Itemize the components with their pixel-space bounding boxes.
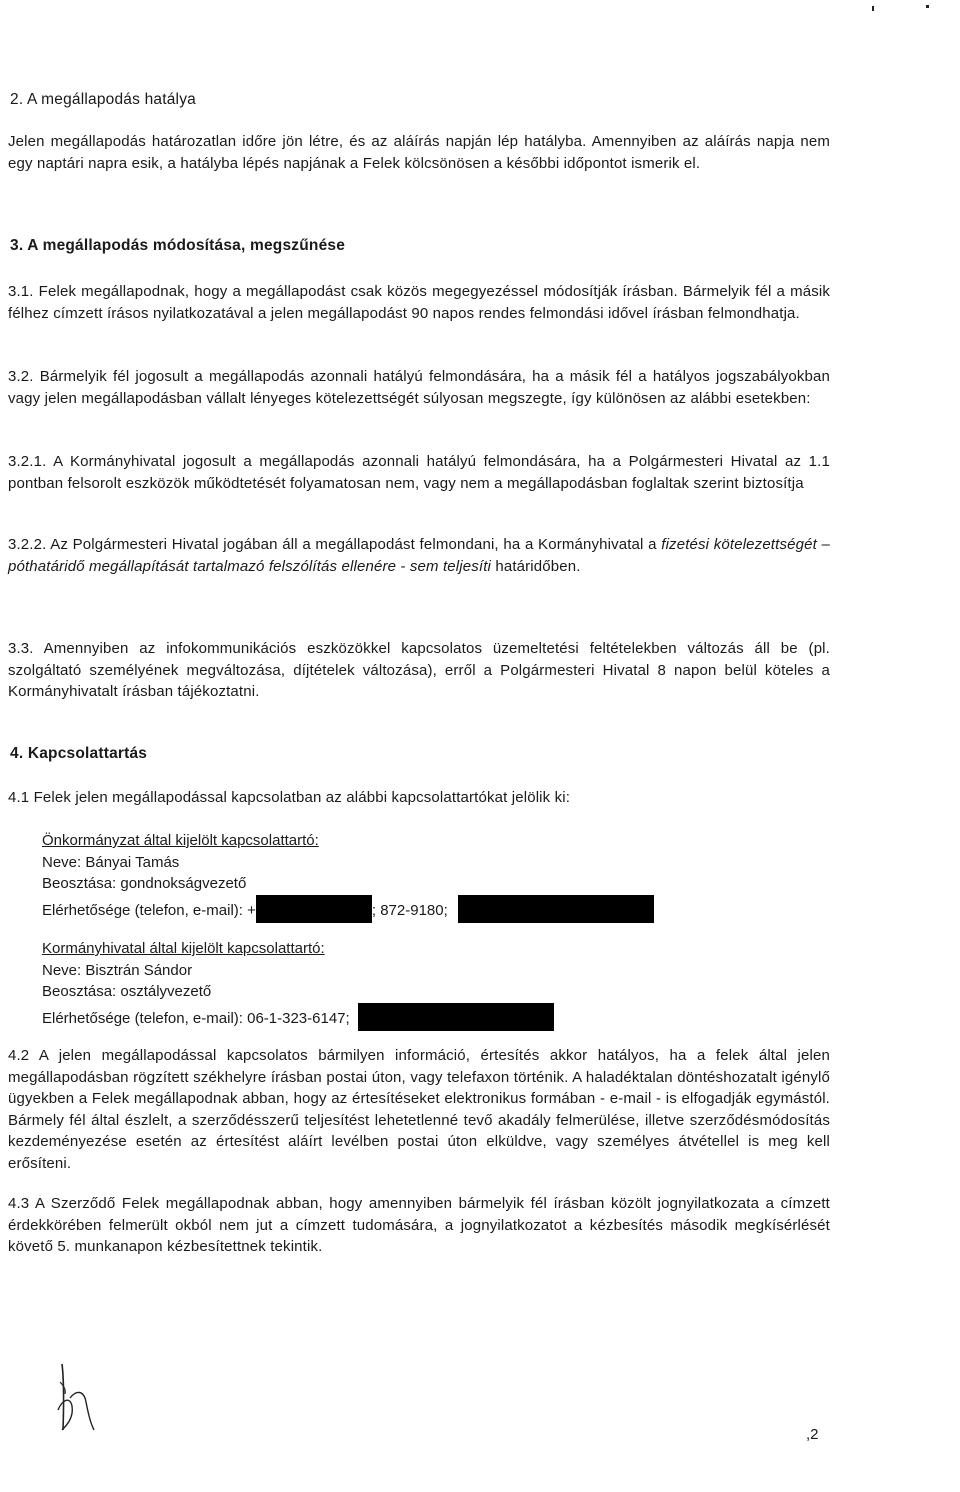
redaction-bar: [358, 1003, 554, 1031]
contact-reach-mid: ; 872-9180;: [371, 901, 448, 919]
contact-block-municipality: [42, 830, 654, 919]
scan-mark: [872, 6, 874, 11]
page-number: ,2: [806, 1426, 819, 1443]
contact-position: Beosztása: gondnokságvezető: [42, 875, 247, 892]
section-4-title: 4. Kapcsolattartás: [10, 745, 148, 762]
redaction-bar: [256, 895, 372, 923]
section-2-title: 2. A megállapodás hatálya: [10, 91, 196, 108]
paragraph-4-3: 4.3 A Szerződő Felek megállapodnak abban, hogy amennyiben bármelyik fél írásban közölt jognyilatkozata a címzett érdekkörében felmerült okból nem jut a címzett tudomására, a jognyilatkozatot a kézbesítés második megkísérlését követő 5. munkanapon kézbesítettnek tekintik.: [8, 1195, 830, 1255]
section-3-title: 3. A megállapodás módosítása, megszűnése: [10, 237, 346, 254]
handwritten-initials: [52, 1360, 112, 1440]
section-2-body: Jelen megállapodás határozatlan időre jön létre, és az aláírás napján lép hatályba. Amennyiben az aláírás napja nem egy naptári napra esik, a hatályba lépés napjának a Felek kölcsönösen a későbbi időpontot ismerik el.: [8, 133, 830, 172]
paragraph-4-1: 4.1 Felek jelen megállapodással kapcsolatban az alábbi kapcsolattartókat jelölik ki:: [8, 789, 571, 806]
paragraph-3-2-2-italic: fizetési kötelezettségét – póthatáridő megállapítását tartalmazó felszólítás ellenére - sem teljesíti: [8, 536, 830, 575]
paragraph-3-2-2-end: határidőben.: [495, 557, 581, 575]
contact-reach: [42, 1003, 554, 1025]
redaction-bar: [458, 895, 654, 923]
paragraph-3-2: 3.2. Bármelyik fél jogosult a megállapodás azonnali hatályú felmondására, ha a másik fél a hatályos jogszabályokban vagy jelen megállapodásban vállalt lényeges kötelezettségét súlyosan megszegte, így különösen az alábbi esetekben:: [8, 368, 830, 407]
contact-reach-prefix: Elérhetősége (telefon, e-mail): 06-1-323-6147;: [42, 1009, 350, 1027]
paragraph-3-2-2-start: 3.2.2. Az Polgármesteri Hivatal jogában áll a megállapodást felmondani, ha a Kormányhivatal a: [8, 536, 657, 553]
contact-reach-prefix: Elérhetősége (telefon, e-mail): +: [42, 901, 256, 919]
paragraph-3-2-2: [8, 534, 830, 577]
contact-name: Neve: Bisztrán Sándor: [42, 961, 193, 979]
contact-block-government-office: [42, 938, 554, 1027]
contact-reach: [42, 895, 654, 917]
paragraph-3-2-1: 3.2.1. A Kormányhivatal jogosult a megállapodás azonnali hatályú felmondására, ha a Polgármesteri Hivatal az 1.1 pontban felsorolt eszközök működtetését folyamatosan nem, vagy nem a megállapodásban foglaltak szerint biztosítja: [8, 453, 830, 492]
contact-heading: Önkormányzat által kijelölt kapcsolattartó:: [42, 832, 319, 849]
contact-heading: Kormányhivatal által kijelölt kapcsolattartó:: [42, 940, 325, 957]
paragraph-3-3: 3.3. Amennyiben az infokommunikációs eszközökkel kapcsolatos üzemeltetési feltételekben változás áll be (pl. szolgáltató személyének megváltozása, díjtételek változása), erről a Polgármesteri Hivatal 8 napon belül köteles a Kormányhivatalt írásban tájékoztatni.: [8, 640, 830, 700]
contact-name: Neve: Bányai Tamás: [42, 853, 180, 871]
scan-mark: [926, 5, 929, 8]
paragraph-4-2: 4.2 A jelen megállapodással kapcsolatos bármilyen információ, értesítés akkor hatályos, ha a felek által jelen megállapodásban rögzített székhelyre írásban postai úton, vagy telefaxon történik. A haladéktalan döntéshozatalt igénylő ügyekben a Felek megállapodnak abban, hogy az értesítéseket elektronikus formában - e-mail - is elfogadják egymástól. Bármely fél által észlelt, a szerződésszerű teljesítést lehetetlenné tevő akadály felmerülése, illetve szerződésmódosítás kezdeményezése esetén az értesítést aláírt levélben postai úton elküldve, vagy személyes átvétellel is meg kell erősíteni.: [8, 1047, 830, 1172]
paragraph-3-1: 3.1. Felek megállapodnak, hogy a megállapodást csak közös megegyezéssel módosítják írásban. Bármelyik fél a másik félhez címzett írásos nyilatkozatával a jelen megállapodást 90 napos rendes felmondási idővel írásban felmondhatja.: [8, 283, 830, 322]
contact-position: Beosztása: osztályvezető: [42, 983, 212, 1000]
